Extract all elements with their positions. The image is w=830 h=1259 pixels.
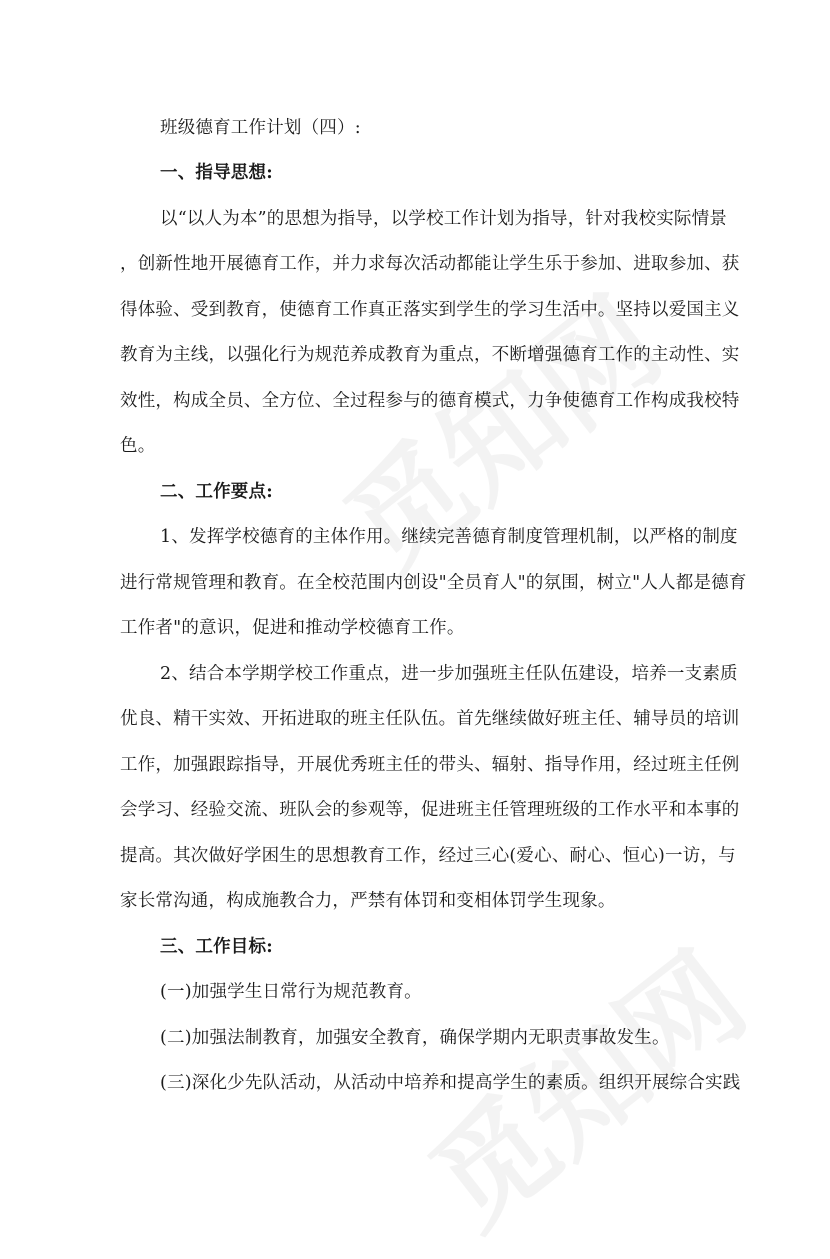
document-title: 班级德育工作计划（四）: bbox=[160, 118, 361, 138]
paragraph-line: 工作者"的意识，促进和推动学校德育工作。 bbox=[120, 618, 465, 638]
paragraph-line: 工作，加强跟踪指导，开展优秀班主任的带头、辐射、指导作用，经过班主任例 bbox=[120, 755, 740, 775]
paragraph-line: 2、结合本学期学校工作重点，进一步加强班主任队伍建设，培养一支素质 bbox=[160, 664, 738, 684]
paragraph-line: 以“以人为本”的思想为指导，以学校工作计划为指导，针对我校实际情景 bbox=[160, 209, 727, 229]
section-heading-work-points: 二、工作要点: bbox=[160, 482, 273, 502]
paragraph-line: 效性，构成全员、全方位、全过程参与的德育模式，力争使德育工作构成我校特 bbox=[120, 391, 740, 411]
section-heading-guiding-thought: 一、指导思想: bbox=[160, 163, 273, 183]
paragraph-line: 色。 bbox=[120, 436, 156, 456]
paragraph-line: 家长常沟通，构成施教合力，严禁有体罚和变相体罚学生现象。 bbox=[120, 891, 616, 911]
paragraph-line: 教育为主线，以强化行为规范养成教育为重点，不断增强德育工作的主动性、实 bbox=[120, 345, 740, 365]
paragraph-line: 会学习、经验交流、班队会的参观等，促进班主任管理班级的工作水平和本事的 bbox=[120, 800, 740, 820]
paragraph-line: 1、发挥学校德育的主体作用。继续完善德育制度管理机制，以严格的制度 bbox=[160, 527, 738, 547]
paragraph-line: ，创新性地开展德育工作，并力求每次活动都能让学生乐于参加、进取参加、获 bbox=[120, 254, 740, 274]
paragraph-line: 提高。其次做好学困生的思想教育工作，经过三心(爱心、耐心、恒心)一访，与 bbox=[120, 846, 736, 866]
goal-item: (三)深化少先队活动，从活动中培养和提高学生的素质。组织开展综合实践 bbox=[160, 1073, 741, 1093]
goal-item: (一)加强学生日常行为规范教育。 bbox=[160, 982, 422, 1002]
goal-item: (二)加强法制教育，加强安全教育，确保学期内无职责事故发生。 bbox=[160, 1028, 670, 1048]
paragraph-line: 进行常规管理和教育。在全校范围内创设"全员育人"的氛围，树立"人人都是德育 bbox=[120, 573, 747, 593]
section-heading-work-goals: 三、工作目标: bbox=[160, 937, 273, 957]
paragraph-line: 得体验、受到教育，使德育工作真正落实到学生的学习生活中。坚持以爱国主义 bbox=[120, 300, 740, 320]
paragraph-line: 优良、精干实效、开拓进取的班主任队伍。首先继续做好班主任、辅导员的培训 bbox=[120, 709, 740, 729]
